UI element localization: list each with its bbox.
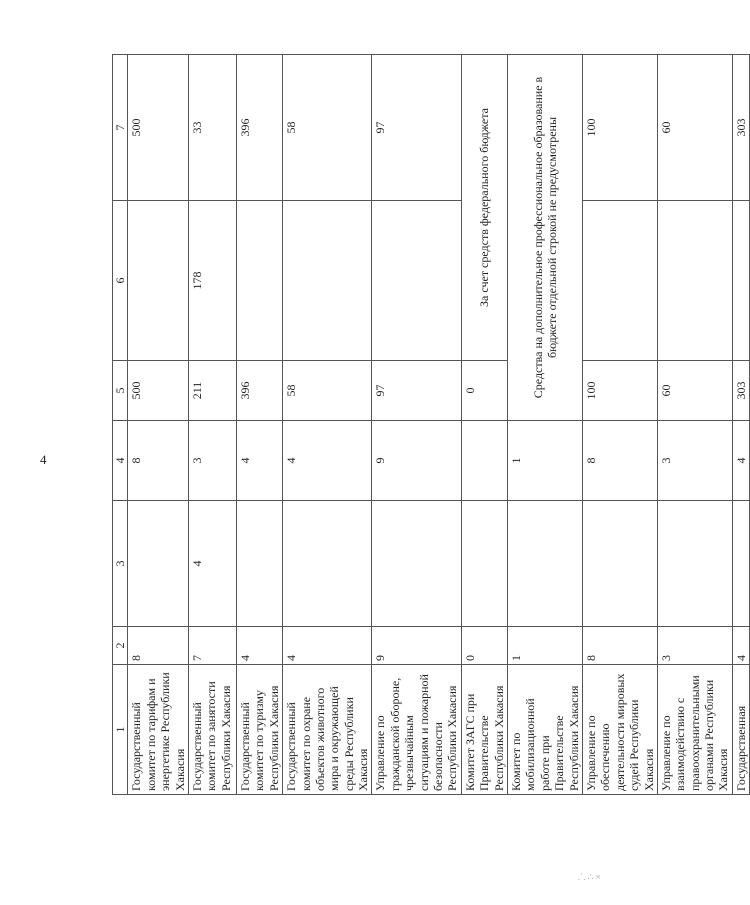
- cell: [283, 501, 372, 627]
- cell: 303: [732, 361, 749, 421]
- cell: [461, 501, 507, 627]
- cell: [372, 501, 461, 627]
- table-row: [128, 55, 189, 795]
- org-name: Государственный комитет по туризму Республики Хакасия: [236, 665, 282, 795]
- cell: 8: [582, 421, 657, 501]
- cell: 100: [582, 361, 657, 421]
- cell: 500: [128, 361, 189, 421]
- cell: [507, 501, 582, 627]
- cell: 58: [283, 361, 372, 421]
- cell: 3: [657, 421, 732, 501]
- table-row: [507, 55, 582, 795]
- col-header: 4: [113, 421, 128, 501]
- org-name: Управление по гражданской обороне, чрезвычайным ситуациям и пожарной безопасности Республики Хакасия: [372, 665, 461, 795]
- cell: [657, 201, 732, 361]
- funding-note: Средства на дополнительное профессиональное образование в бюджете отдельной строкой не предусмотрены: [507, 55, 582, 421]
- cell: 4: [236, 421, 282, 501]
- cell: 8: [582, 627, 657, 665]
- cell: 33: [188, 55, 236, 201]
- cell: 9: [372, 627, 461, 665]
- org-name: Комитет по мобилизационной работе при Правительстве Республики Хакасия: [507, 665, 582, 795]
- cell: 4: [283, 627, 372, 665]
- col-header: 1: [113, 665, 128, 795]
- cell: [582, 201, 657, 361]
- org-name: Управление по обеспечению деятельности мировых судей Республики Хакасия: [582, 665, 657, 795]
- cell: 396: [236, 361, 282, 421]
- cell: 60: [657, 361, 732, 421]
- cell: 8: [128, 421, 189, 501]
- cell: 4: [732, 627, 749, 665]
- cell: [283, 201, 372, 361]
- page-number: 4: [40, 452, 47, 467]
- cell: [236, 201, 282, 361]
- cell: 178: [188, 201, 236, 361]
- cell: 303: [732, 55, 749, 201]
- cell: 1: [507, 627, 582, 665]
- cell: 0: [461, 627, 507, 665]
- cell: 4: [188, 501, 236, 627]
- cell: 0: [461, 361, 507, 421]
- cell: [128, 501, 189, 627]
- cell: 97: [372, 361, 461, 421]
- org-name: Государственный комитет по тарифам и энергетике Республики Хакасия: [128, 665, 189, 795]
- table-row: [188, 55, 236, 795]
- cell: 1: [507, 421, 582, 501]
- org-name: Управление по взаимодействию с правоохранительными органами Республики Хакасия: [657, 665, 732, 795]
- cell: 4: [283, 421, 372, 501]
- table-row: [732, 55, 749, 795]
- cell: [372, 201, 461, 361]
- table-row: [582, 55, 657, 795]
- table-row: [236, 55, 282, 795]
- cell: 58: [283, 55, 372, 201]
- cell: [582, 501, 657, 627]
- cell: 396: [236, 55, 282, 201]
- cell: 211: [188, 361, 236, 421]
- cell: 8: [128, 627, 189, 665]
- col-header: 2: [113, 627, 128, 665]
- col-header: 3: [113, 501, 128, 627]
- cell: 97: [372, 55, 461, 201]
- org-name: Государственный комитет по охране объектов животного мира и окружающей среды Республики Хакасия: [283, 665, 372, 795]
- header-row: [113, 55, 128, 795]
- cell: 60: [657, 55, 732, 201]
- col-header: 6: [113, 201, 128, 361]
- table-row: [372, 55, 461, 795]
- cell: 500: [128, 55, 189, 201]
- cell: [732, 201, 749, 361]
- table-row: [283, 55, 372, 795]
- budget-table: [112, 54, 750, 795]
- cell: [236, 501, 282, 627]
- corner-mark: ⸫ ∴ ×: [578, 872, 601, 882]
- cell: 3: [188, 421, 236, 501]
- table-row: [461, 55, 507, 795]
- cell: 3: [657, 627, 732, 665]
- cell: 9: [372, 421, 461, 501]
- cell: [461, 421, 507, 501]
- cell: [732, 501, 749, 627]
- org-name: Комитет ЗАГС при Правительстве Республики Хакасия: [461, 665, 507, 795]
- col-header: 5: [113, 361, 128, 421]
- cell: [657, 501, 732, 627]
- federal-budget-note: За счет средств федерального бюджета: [461, 55, 507, 361]
- rotated-table-container: [112, 55, 748, 795]
- cell: [128, 201, 189, 361]
- cell: 7: [188, 627, 236, 665]
- cell: 4: [732, 421, 749, 501]
- cell: 4: [236, 627, 282, 665]
- cell: 100: [582, 55, 657, 201]
- org-name: Государственная: [732, 665, 749, 795]
- table-row: [657, 55, 732, 795]
- col-header: 7: [113, 55, 128, 201]
- org-name: Государственный комитет по занятости Республики Хакасия: [188, 665, 236, 795]
